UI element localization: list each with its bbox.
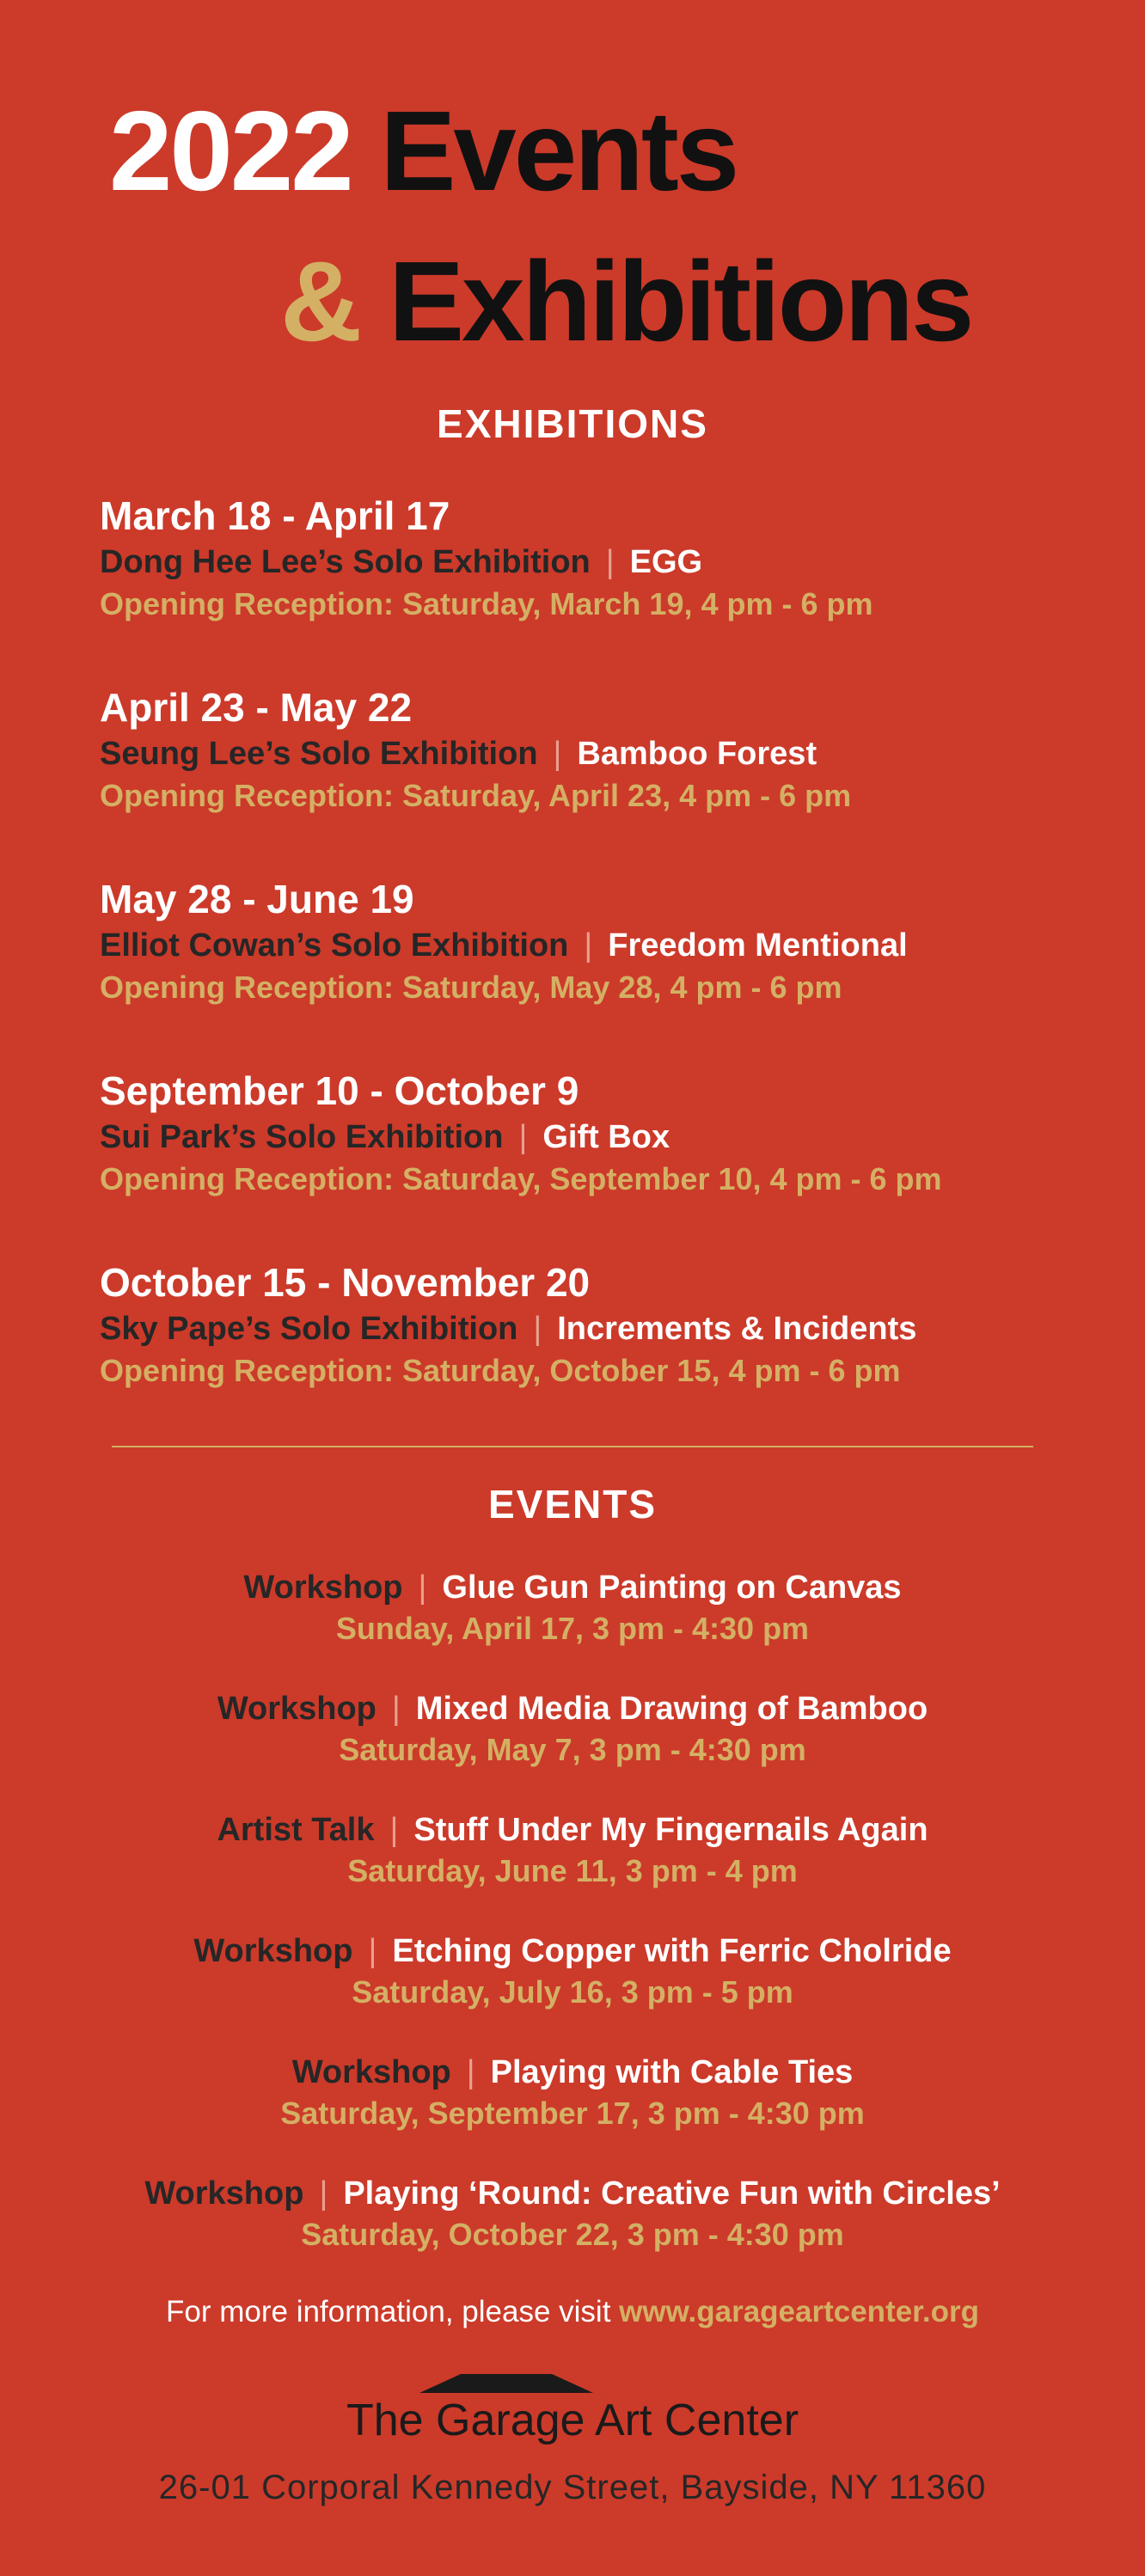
title-line-2 (280, 238, 972, 364)
title-ampersand: & (280, 238, 360, 364)
section-divider (112, 1446, 1033, 1447)
exhibition-artist: Elliot Cowan’s Solo Exhibition (100, 927, 569, 964)
separator: | (518, 1119, 528, 1155)
event-item (0, 2052, 1145, 2173)
event-title: Mixed Media Drawing of Bamboo (415, 1691, 928, 1727)
separator: | (418, 1569, 427, 1606)
exhibitions-list (100, 490, 1088, 1448)
exhibition-dates: April 23 - May 22 (100, 685, 413, 730)
event-title: Stuff Under My Fingernails Again (413, 1812, 928, 1848)
exhibition-item (100, 873, 1088, 1065)
event-title-line (0, 2052, 1145, 2093)
more-info-text: For more information, please visit (166, 2295, 620, 2328)
exhibition-reception: Opening Reception: Saturday, April 23, 4 pm - 6 pm (100, 778, 852, 813)
exhibition-item (100, 490, 1088, 682)
event-item (0, 1688, 1145, 1809)
event-type: Workshop (243, 1569, 403, 1606)
exhibition-artist: Dong Hee Lee’s Solo Exhibition (100, 544, 591, 580)
event-item (0, 1809, 1145, 1930)
exhibition-item (100, 682, 1088, 873)
event-title-line (0, 1567, 1145, 1608)
event-title: Playing ‘Round: Creative Fun with Circles’ (343, 2175, 1001, 2212)
exhibition-work: Increments & Incidents (557, 1311, 917, 1347)
exhibition-title-line (100, 1117, 1088, 1158)
event-type: Artist Talk (217, 1812, 375, 1848)
separator: | (368, 1933, 377, 1969)
exhibition-work: EGG (629, 544, 703, 580)
exhibition-artist: Sui Park’s Solo Exhibition (100, 1119, 504, 1155)
more-info-line (0, 2295, 1145, 2329)
event-title-line (0, 2173, 1145, 2214)
exhibition-work: Bamboo Forest (577, 736, 817, 772)
event-title-line (0, 1809, 1145, 1851)
exhibition-title-line (100, 1308, 1088, 1349)
exhibition-work: Freedom Mentional (608, 927, 908, 964)
exhibition-dates: September 10 - October 9 (100, 1068, 579, 1113)
event-title: Etching Copper with Ferric Cholride (392, 1933, 952, 1969)
exhibition-reception: Opening Reception: Saturday, October 15, 4 pm - 6 pm (100, 1353, 901, 1388)
exhibitions-heading: EXHIBITIONS (437, 401, 708, 446)
events-list (0, 1567, 1145, 2294)
event-datetime: Saturday, May 7, 3 pm - 4:30 pm (339, 1732, 806, 1767)
event-datetime: Sunday, April 17, 3 pm - 4:30 pm (335, 1611, 810, 1646)
exhibition-work: Gift Box (542, 1119, 670, 1155)
event-title: Playing with Cable Ties (490, 2054, 854, 2090)
separator: | (466, 2054, 475, 2090)
event-datetime: Saturday, September 17, 3 pm - 4:30 pm (280, 2096, 865, 2131)
separator: | (391, 1691, 401, 1727)
address: 26-01 Corporal Kennedy Street, Bayside, NY 11360 (158, 2469, 987, 2506)
event-datetime: Saturday, July 16, 3 pm - 5 pm (352, 1974, 793, 2010)
exhibition-reception: Opening Reception: Saturday, March 19, 4 pm - 6 pm (100, 586, 873, 621)
title-exhibitions: Exhibitions (389, 238, 972, 364)
title-year: 2022 (109, 88, 352, 214)
event-title-line (0, 1688, 1145, 1729)
separator: | (533, 1311, 542, 1347)
exhibition-item (100, 1065, 1088, 1257)
separator: | (389, 1812, 399, 1848)
event-datetime: Saturday, October 22, 3 pm - 4:30 pm (301, 2217, 844, 2252)
title-events: Events (380, 88, 738, 214)
separator: | (319, 2175, 328, 2212)
garage-art-center-logo: The Garage Art Center (346, 2395, 799, 2445)
event-datetime: Saturday, June 11, 3 pm - 4 pm (347, 1853, 798, 1888)
website-link[interactable]: www.garageartcenter.org (619, 2295, 979, 2328)
event-type: Workshop (291, 2054, 451, 2090)
event-item (0, 1930, 1145, 2052)
exhibition-reception: Opening Reception: Saturday, May 28, 4 pm - 6 pm (100, 970, 842, 1005)
exhibition-title-line (100, 733, 1088, 774)
exhibition-dates: May 28 - June 19 (100, 877, 414, 921)
event-type: Workshop (144, 2175, 304, 2212)
exhibition-artist: Seung Lee’s Solo Exhibition (100, 736, 538, 772)
exhibition-title-line (100, 925, 1088, 966)
title-line-1 (109, 88, 738, 214)
separator: | (584, 927, 593, 964)
exhibition-reception: Opening Reception: Saturday, September 10, 4 pm - 6 pm (100, 1161, 942, 1196)
event-title: Glue Gun Painting on Canvas (442, 1569, 902, 1606)
exhibition-dates: March 18 - April 17 (100, 493, 450, 538)
event-type: Workshop (193, 1933, 353, 1969)
exhibition-artist: Sky Pape’s Solo Exhibition (100, 1311, 518, 1347)
event-title-line (0, 1930, 1145, 1972)
separator: | (605, 544, 615, 580)
exhibition-dates: October 15 - November 20 (100, 1260, 591, 1305)
event-item (0, 1567, 1145, 1688)
exhibition-title-line (100, 542, 1088, 583)
event-type: Workshop (217, 1691, 377, 1727)
exhibition-item (100, 1257, 1088, 1448)
event-item (0, 2173, 1145, 2294)
events-heading: EVENTS (487, 1482, 658, 1527)
separator: | (553, 736, 562, 772)
garage-roof-icon (419, 2374, 593, 2393)
